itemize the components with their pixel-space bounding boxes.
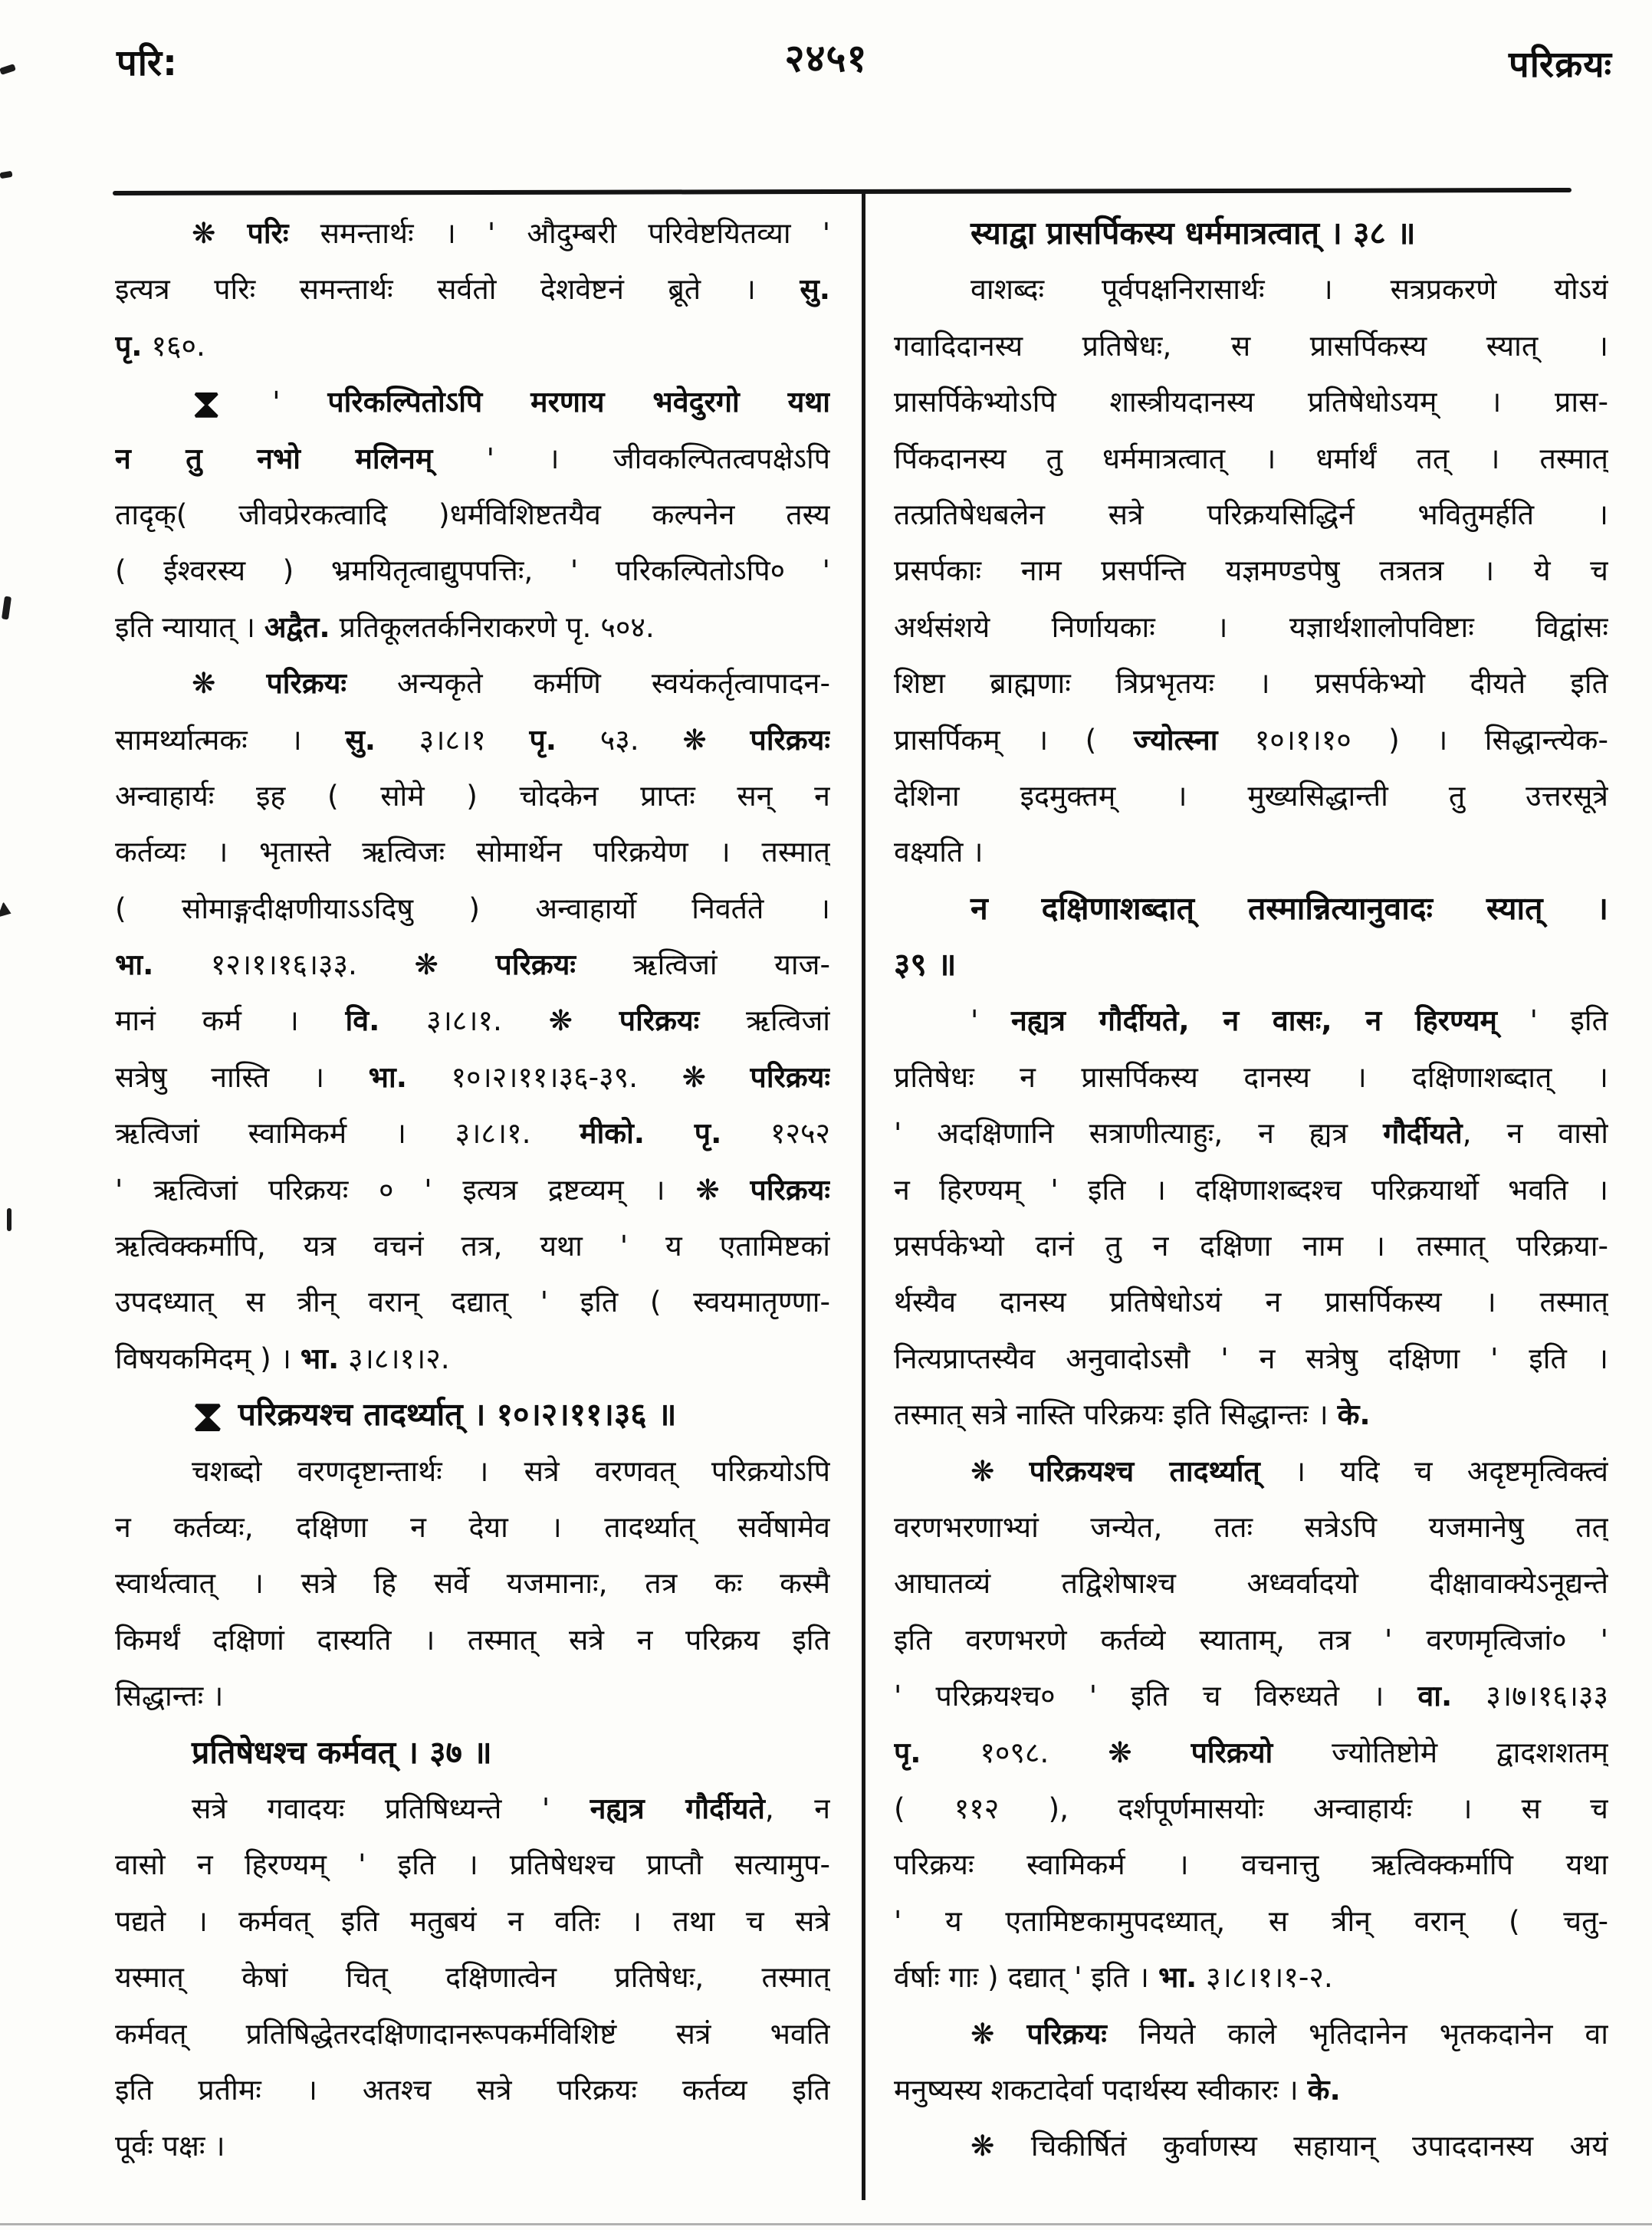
- text-line: विषयकमिदम् ) । भा. ३।८।१।२.: [115, 1341, 450, 1375]
- text-line: भा. १२।१।१६।३३. ❋ परिक्रयः ऋत्विजां याज-: [115, 948, 830, 982]
- text-line: नित्यप्राप्तस्यैव अनुवादोऽसौ ' न सत्रेषु दक्षिणा ' इति ।: [894, 1341, 1608, 1375]
- header-rule: [113, 188, 1572, 195]
- text-line: ( ११२ ), दर्शपूर्णमासयोः अन्वाहार्यः । स च: [894, 1791, 1608, 1825]
- running-head-left: परि:: [117, 42, 178, 84]
- entry-marker-icon: ❋: [971, 2129, 1031, 2163]
- text-line: इति न्यायात् । अद्वैत. प्रतिकूलतर्कनिराकरणे पृ. ५०४.: [115, 609, 655, 644]
- text-line: ( सोमाङ्गदीक्षणीयाऽऽदिषु ) अन्वाहार्यो निवर्तते ।: [115, 891, 830, 925]
- text-line: न हिरण्यम् ' इति । दक्षिणाशब्दश्च परिक्रयार्थो भवति ।: [894, 1172, 1608, 1207]
- text-line: कर्मवत् प्रतिषिद्धेतरदक्षिणादानरूपकर्मविशिष्टं सत्रं भवति: [115, 2016, 830, 2051]
- text-line: र्थस्यैव दानस्य प्रतिषेधोऽयं न प्रासर्पिकस्य । तस्मात्: [894, 1285, 1608, 1319]
- column-right: [894, 205, 1608, 2175]
- text-line: वरणभरणाभ्यां जन्येत, ततः सत्रेऽपि यजमानेषु तत्: [894, 1509, 1608, 1544]
- text-line: इति वरणभरणे कर्तव्ये स्याताम्, तत्र ' वरणमृत्विजां० ': [894, 1622, 1608, 1657]
- text-line: ' य एतामिष्टकामुपदध्यात्, स त्रीन् वरान् ( चतु-: [894, 1903, 1608, 1938]
- text-line: आघातव्यं तद्विशेषाश्च अध्वर्वादयो दीक्षावाक्येऽनूद्यन्ते: [894, 1566, 1608, 1601]
- text-line: चशब्दो वरणदृष्टान्तार्थः । सत्रे वरणवत् परिक्रयोऽपि: [192, 1453, 830, 1488]
- text-line: कर्तव्यः । भृतास्ते ऋत्विजः सोमार्थेन परिक्रयेण । तस्मात्: [115, 835, 830, 869]
- text-line: न कर्तव्यः, दक्षिणा न देया । तादर्थ्यात् सर्वेषामेव: [115, 1509, 830, 1544]
- entry-marker-icon: ❋: [971, 1453, 1030, 1488]
- text-line: किमर्थं दक्षिणां दास्यति । तस्मात् सत्रे न परिक्रय इति: [115, 1622, 830, 1657]
- text-line: मनुष्यस्य शकटादेर्वा पदार्थस्य स्वीकारः । के.: [894, 2072, 1341, 2107]
- text-line: तत्प्रतिषेधबलेन सत्रे परिक्रयसिद्धिर्न भवितुमर्हति ।: [894, 497, 1608, 531]
- text-line: सत्रेषु नास्ति । भा. १०।२।११।३६-३९. ❋ परिक्रयः: [115, 1059, 830, 1094]
- text-line: अन्वाहार्यः इह ( सोमे ) चोदकेन प्राप्तः सन् न: [115, 778, 830, 813]
- sutra-heading-line: स्याद्वा प्रासर्पिकस्य धर्ममात्रत्वात् । ३८ ॥: [971, 215, 1416, 251]
- text-line: प्रसर्पकेभ्यो दानं तु न दक्षिणा नाम । तस्मात् परिक्रया-: [894, 1229, 1608, 1263]
- text-line: यस्मात् केषां चित् दक्षिणात्वेन प्रतिषेधः, तस्मात्: [115, 1960, 830, 1995]
- text-line: प्रासर्पिकम् । ( ज्योत्स्ना १०।१।१० ) । सिद्धान्त्येक-: [894, 722, 1608, 757]
- scan-artifact: [0, 171, 13, 179]
- text-line: प्रसर्पकाः नाम प्रसर्पन्ति यज्ञमण्डपेषु तत्रतत्र । ये च: [894, 553, 1608, 588]
- text-line: ( ईश्वरस्य ) भ्रमयितृत्वाद्युपपत्तिः, ' परिकल्पितोऽपि० ': [115, 553, 830, 588]
- text-line: पृ. १०९८. ❋ परिक्रयो ज्योतिष्टोमे द्वादशशतम्: [894, 1735, 1608, 1769]
- text-line: वाशब्दः पूर्वपक्षनिरासार्थः । सत्रप्रकरणे योऽयं: [971, 272, 1608, 307]
- text-line: पूर्वः पक्षः ।: [115, 2129, 225, 2163]
- sutra-heading-line: ⧗ परिक्रयश्च तादर्थ्यात् । १०।२।११।३६ ॥: [192, 1390, 677, 1443]
- text-line: ⧗ ' परिकल्पितोऽपि मरणाय भवेदुरगो यथा: [192, 379, 830, 429]
- column-divider: [862, 193, 865, 2200]
- text-line: न तु नभो मलिनम् ' । जीवकल्पितत्वपक्षेऽपि: [115, 441, 830, 475]
- text-line: ❋ परिक्रयः नियते काले भृतिदानेन भृतकदानेन वा: [971, 2016, 1608, 2051]
- text-line: पद्यते । कर्मवत् इति मतुबयं न वतिः । तथा च सत्रे: [115, 1903, 830, 1938]
- text-line: ❋ परिः समन्तार्थः । ' औदुम्बरी परिवेष्टयितव्या ': [192, 216, 830, 250]
- text-line: ' अदक्षिणानि सत्राणीत्याहुः, न ह्यत्र गौर्दीयते, न वासो: [894, 1116, 1608, 1151]
- text-line: ऋत्विजां स्वामिकर्म । ३।८।१. मीको. पृ. १२५२: [115, 1116, 830, 1151]
- section-ornament-icon: ⧗: [192, 1390, 238, 1443]
- text-line: अर्थसंशये निर्णायकाः । यज्ञार्थशालोपविष्टाः विद्वांसः: [894, 609, 1608, 644]
- text-line: ❋ परिक्रयः अन्यकृते कर्मणि स्वयंकर्तृत्वापादन-: [192, 666, 830, 701]
- text-line: र्वर्षाः गाः ) दद्यात् ' इति । भा. ३।८।१।१-२.: [894, 1960, 1333, 1995]
- text-line: गवादिदानस्य प्रतिषेधः, स प्रासर्पिकस्य स्यात् ।: [894, 328, 1608, 363]
- text-line: देशिना इदमुक्तम् । मुख्यसिद्धान्ती तु उत्तरसूत्रे: [894, 778, 1608, 813]
- scan-artifact: [0, 902, 14, 921]
- page-number: २४५१: [784, 36, 868, 80]
- text-line: प्रासर्पिकेभ्योऽपि शास्त्रीयदानस्य प्रतिषेधोऽयम् । प्रास-: [894, 385, 1608, 419]
- text-line: पृ. १६०.: [115, 328, 205, 363]
- text-line: वासो न हिरण्यम् ' इति । प्रतिषेधश्च प्राप्तौ सत्यामुप-: [115, 1847, 830, 1882]
- text-line: उपदध्यात् स त्रीन् वरान् दद्यात् ' इति ( स्वयमातृण्णा-: [115, 1285, 830, 1319]
- entry-marker-icon: ❋: [192, 666, 267, 701]
- text-line: ऋत्विक्कर्मापि, यत्र वचनं तत्र, यथा ' य एतामिष्टकां: [115, 1229, 830, 1263]
- text-line: ❋ परिक्रयश्च तादर्थ्यात् । यदि च अदृष्टमृत्विक्त्वं: [971, 1453, 1608, 1488]
- text-line: तस्मात् सत्रे नास्ति परिक्रयः इति सिद्धान्तः । के.: [894, 1397, 1371, 1432]
- running-head-right: परिक्रयः: [1509, 44, 1612, 86]
- entry-marker-icon: ❋: [971, 2016, 1027, 2051]
- scan-edge: [0, 2223, 1652, 2225]
- scan-artifact: [0, 64, 16, 75]
- text-line: ❋ चिकीर्षितं कुर्वाणस्य सहायान् उपाददानस्य अयं: [971, 2129, 1608, 2163]
- text-line: सामर्थ्यात्मकः । सु. ३।८।१ पृ. ५३. ❋ परिक्रयः: [115, 722, 830, 757]
- sutra-heading-line: न दक्षिणाशब्दात् तस्मान्नित्यानुवादः स्यात् ।: [971, 889, 1608, 927]
- sutra-heading-line: प्रतिषेधश्च कर्मवत् । ३७ ॥: [192, 1733, 492, 1771]
- text-line: स्वार्थत्वात् । सत्रे हि सर्वे यजमानाः, तत्र कः कस्मै: [115, 1566, 830, 1601]
- section-ornament-icon: ⧗: [192, 379, 273, 429]
- text-line: सिद्धान्तः ।: [115, 1679, 224, 1713]
- text-line: इति प्रतीमः । अतश्च सत्रे परिक्रयः कर्तव्य इति: [115, 2072, 830, 2107]
- sutra-heading-line: ३९ ॥: [894, 946, 957, 984]
- text-line: ' ऋत्विजां परिक्रयः ० ' इत्यत्र द्रष्टव्यम् । ❋ परिक्रयः: [115, 1172, 830, 1207]
- text-line: र्पिकदानस्य तु धर्ममात्रत्वात् । धर्मार्थं तत् । तस्मात्: [894, 441, 1608, 475]
- text-line: परिक्रयः स्वामिकर्म । वचनात्तु ऋत्विक्कर्मापि यथा: [894, 1847, 1608, 1882]
- text-line: प्रतिषेधः न प्रासर्पिकस्य दानस्य । दक्षिणाशब्दात् ।: [894, 1059, 1608, 1094]
- text-line: ' परिक्रयश्च० ' इति च विरुध्यते । वा. ३।७।१६।३३: [894, 1679, 1608, 1713]
- text-line: ' नह्यत्र गौर्दीयते, न वासः, न हिरण्यम् ' इति: [971, 1003, 1608, 1038]
- column-left: [115, 205, 830, 2175]
- text-line: इत्यत्र परिः समन्तार्थः सर्वतो देशवेष्टनं ब्रूते । सु.: [115, 272, 830, 307]
- scan-artifact: [7, 1208, 11, 1231]
- scan-artifact: [2, 596, 11, 620]
- text-line: शिष्टा ब्राह्मणाः त्रिप्रभृतयः । प्रसर्पकेभ्यो दीयते इति: [894, 666, 1608, 701]
- text-line: मानं कर्म । वि. ३।८।१. ❋ परिक्रयः ऋत्विजां: [115, 1003, 830, 1038]
- text-line: वक्ष्यति ।: [894, 835, 984, 869]
- text-line: सत्रे गवादयः प्रतिषिध्यन्ते ' नह्यत्र गौर्दीयते, न: [192, 1791, 830, 1825]
- text-line: तादृक्‌( जीवप्रेरकत्वादि )धर्मविशिष्टतयैव कल्पनेन तस्य: [115, 497, 830, 531]
- entry-marker-icon: ❋: [192, 216, 248, 250]
